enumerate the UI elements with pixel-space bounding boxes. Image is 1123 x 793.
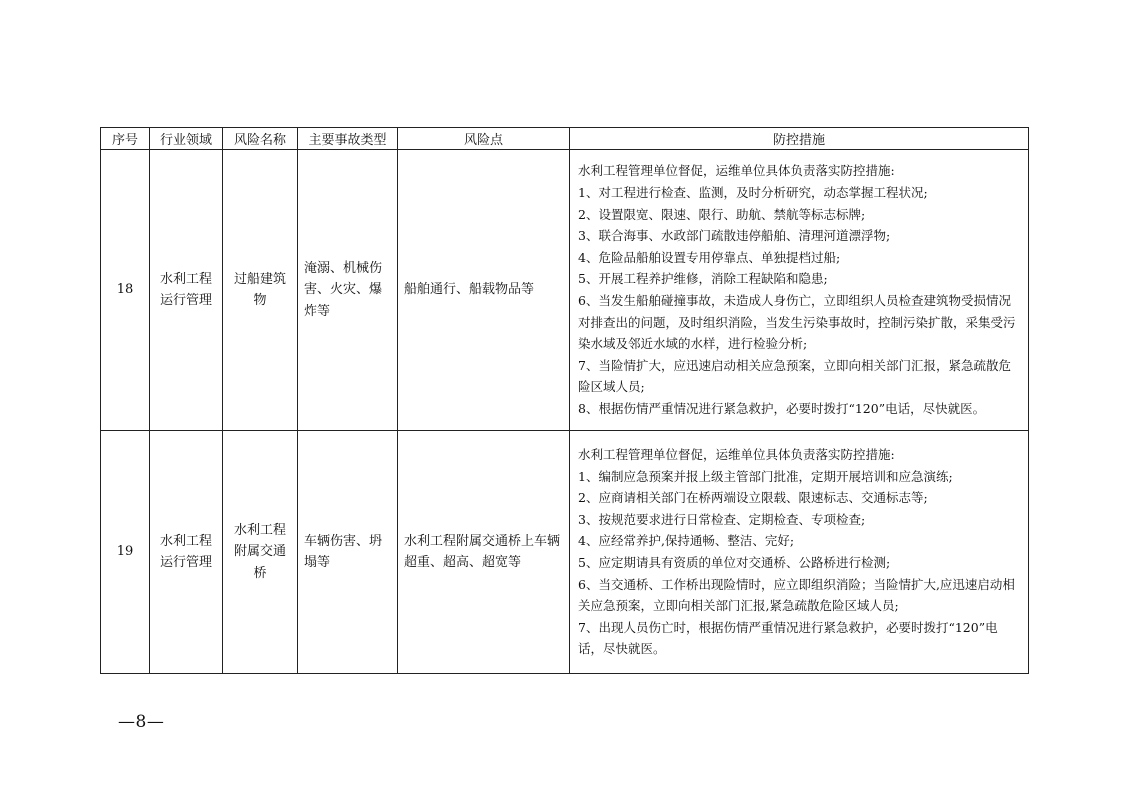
risk-name-cell: 水利工程附属交通桥 xyxy=(223,431,298,674)
measure-item: 6、当交通桥、工作桥出现险情时，应立即组织消险；当险情扩大,应迅速启动相关应急预案，立即向相关部门汇报,紧急疏散危险区域人员; xyxy=(578,576,1015,614)
measure-item: 6、当发生船舶碰撞事故，未造成人身伤亡，立即组织人员检查建筑物受损情况对排查出的问题，及时组织消险，当发生污染事故时，控制污染扩散，采集受污染水域及邻近水域的水样，进行检验分析; xyxy=(578,293,1016,352)
row-number: 18 xyxy=(101,150,150,431)
header-risk-points: 风险点 xyxy=(398,128,570,150)
accident-types-cell: 车辆伤害、坍塌等 xyxy=(298,431,398,674)
measure-item: 5、开展工程养护维修，消除工程缺陷和隐患; xyxy=(578,271,828,287)
table-header-row xyxy=(101,128,1029,150)
measures-cell xyxy=(570,431,1029,674)
header-risk-name: 风险名称 xyxy=(223,128,298,150)
risk-control-table xyxy=(100,127,1029,674)
sector-cell: 水利工程运行管理 xyxy=(150,150,223,431)
measure-item: 2、应商请相关部门在桥两端设立限载、限速标志、交通标志等; xyxy=(578,490,928,506)
table-row xyxy=(101,150,1029,431)
risk-points-cell: 水利工程附属交通桥上车辆超重、超高、超宽等 xyxy=(398,431,570,674)
risk-points-cell: 船舶通行、船载物品等 xyxy=(398,150,570,431)
measure-item: 8、根据伤情严重情况进行紧急救护，必要时拨打“120”电话，尽快就医。 xyxy=(578,400,986,416)
table-row xyxy=(101,431,1029,674)
page-number: —8— xyxy=(118,712,165,732)
risk-name-cell: 过船建筑物 xyxy=(223,150,298,431)
measure-item: 4、危险品船舶设置专用停靠点、单独提档过船; xyxy=(578,249,841,265)
header-accident-types: 主要事故类型 xyxy=(298,128,398,150)
sector-cell: 水利工程运行管理 xyxy=(150,431,223,674)
accident-types-cell: 淹溺、机械伤害、火灾、爆炸等 xyxy=(298,150,398,431)
measures-cell xyxy=(570,150,1029,431)
header-measures: 防控措施 xyxy=(570,128,1029,150)
measure-item: 7、出现人员伤亡时，根据伤情严重情况进行紧急救护，必要时拨打“120”电话，尽快就医。 xyxy=(578,619,998,657)
measure-item: 7、当险情扩大，应迅速启动相关应急预案，立即向相关部门汇报，紧急疏散危险区域人员; xyxy=(578,357,1011,395)
measure-item: 3、联合海事、水政部门疏散违停船舶、清理河道漂浮物; xyxy=(578,228,891,244)
measure-item: 1、编制应急预案并报上级主管部门批准，定期开展培训和应急演练; xyxy=(578,468,953,484)
measure-item: 5、应定期请具有资质的单位对交通桥、公路桥进行检测; xyxy=(578,555,891,570)
measure-item: 水利工程管理单位督促，运维单位具体负责落实防控措施: xyxy=(578,163,895,179)
header-sector: 行业领域 xyxy=(150,128,223,150)
measure-item: 3、按规范要求进行日常检查、定期检查、专项检查; xyxy=(578,511,866,527)
header-no: 序号 xyxy=(101,128,150,150)
row-number: 19 xyxy=(101,431,150,674)
measure-item: 4、应经常养护,保持通畅、整洁、完好; xyxy=(578,533,795,549)
measure-item: 1、对工程进行检查、监测，及时分析研究，动态掌握工程状况; xyxy=(578,185,928,201)
measure-item: 2、设置限宽、限速、限行、助航、禁航等标志标牌; xyxy=(578,206,866,222)
measure-item: 水利工程管理单位督促，运维单位具体负责落实防控措施: xyxy=(578,447,895,463)
